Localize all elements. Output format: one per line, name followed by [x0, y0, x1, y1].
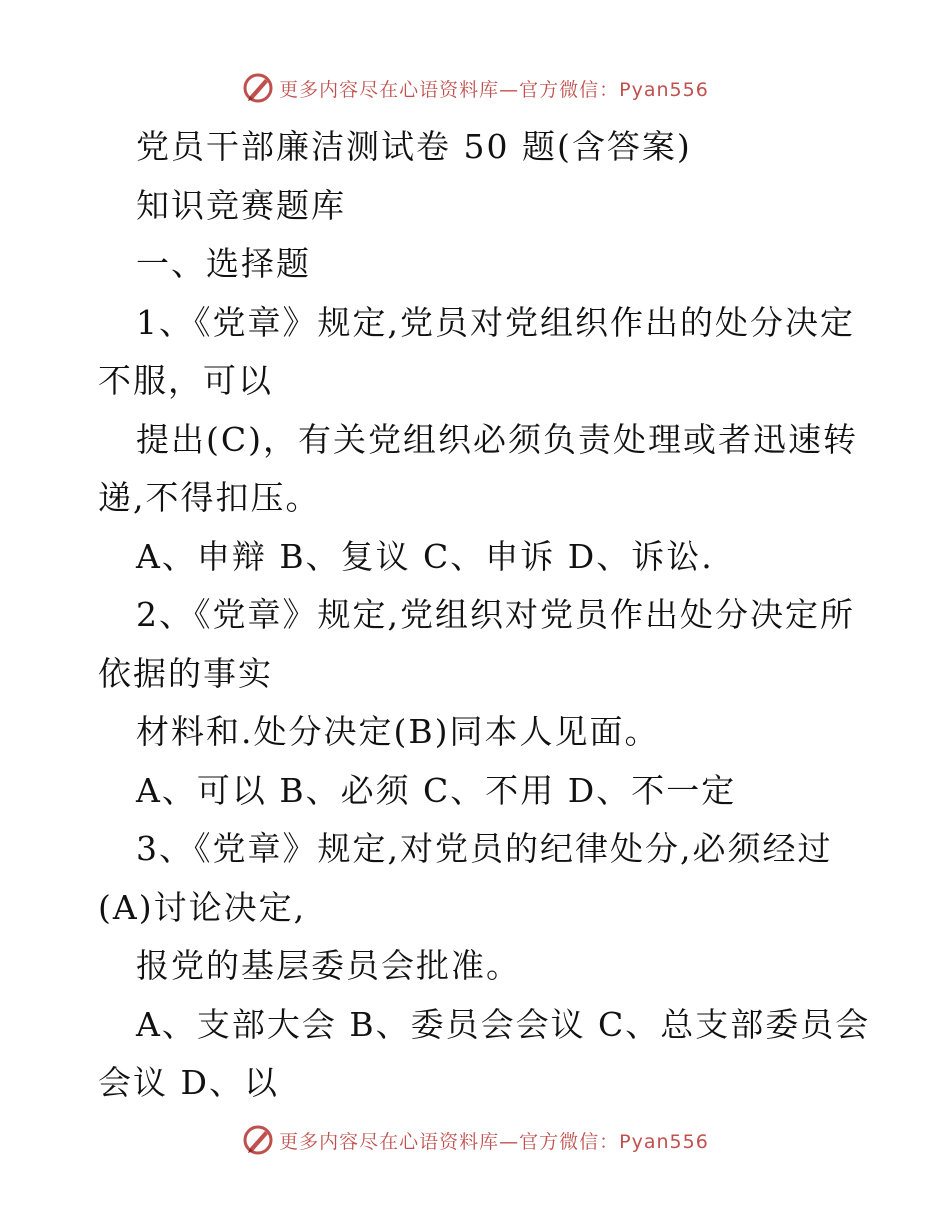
- pen-logo-icon: [241, 1123, 275, 1157]
- text-line: 党员干部廉洁测试卷 50 题(含答案): [136, 127, 692, 166]
- banner-text: 更多内容尽在心语资料库—官方微信：Pyan556: [279, 1130, 709, 1153]
- text-line: (A)讨论决定,: [98, 887, 307, 927]
- text-line: 一、选择题: [136, 244, 311, 283]
- text-line: 知识竞赛题库: [136, 185, 346, 225]
- pen-logo-icon: [241, 71, 275, 105]
- text-line: 材料和.处分决定(B)同本人见面。: [136, 712, 660, 751]
- document-body: [98, 118, 871, 1113]
- text-line: 1、《党章》规定,党员对党组织作出的处分决定: [136, 302, 855, 342]
- text-line: A、申辩 B、复议 C、申诉 D、诉讼.: [136, 536, 714, 576]
- text-line: 提出(C)，有关党组织必须负责处理或者迅速转: [136, 419, 858, 459]
- text-line: 依据的事实: [98, 653, 273, 693]
- footer-banner: [0, 1120, 950, 1160]
- text-line: A、可以 B、必须 C、不用 D、不一定: [136, 770, 737, 810]
- text-line: 递,不得扣压。: [98, 478, 321, 517]
- text-line: 3、《党章》规定,对党员的纪律处分,必须经过: [136, 829, 833, 868]
- text-line: A、支部大会 B、委员会会议 C、总支部委员会: [136, 1004, 871, 1044]
- text-line: 报党的基层委员会批准。: [136, 946, 521, 985]
- header-banner: [0, 68, 950, 108]
- text-line: 会议 D、以: [98, 1063, 279, 1102]
- text-line: 2、《党章》规定,党组织对党员作出处分决定所: [136, 595, 855, 634]
- text-line: 不服，可以: [98, 361, 273, 400]
- banner-text: 更多内容尽在心语资料库—官方微信：Pyan556: [279, 78, 709, 101]
